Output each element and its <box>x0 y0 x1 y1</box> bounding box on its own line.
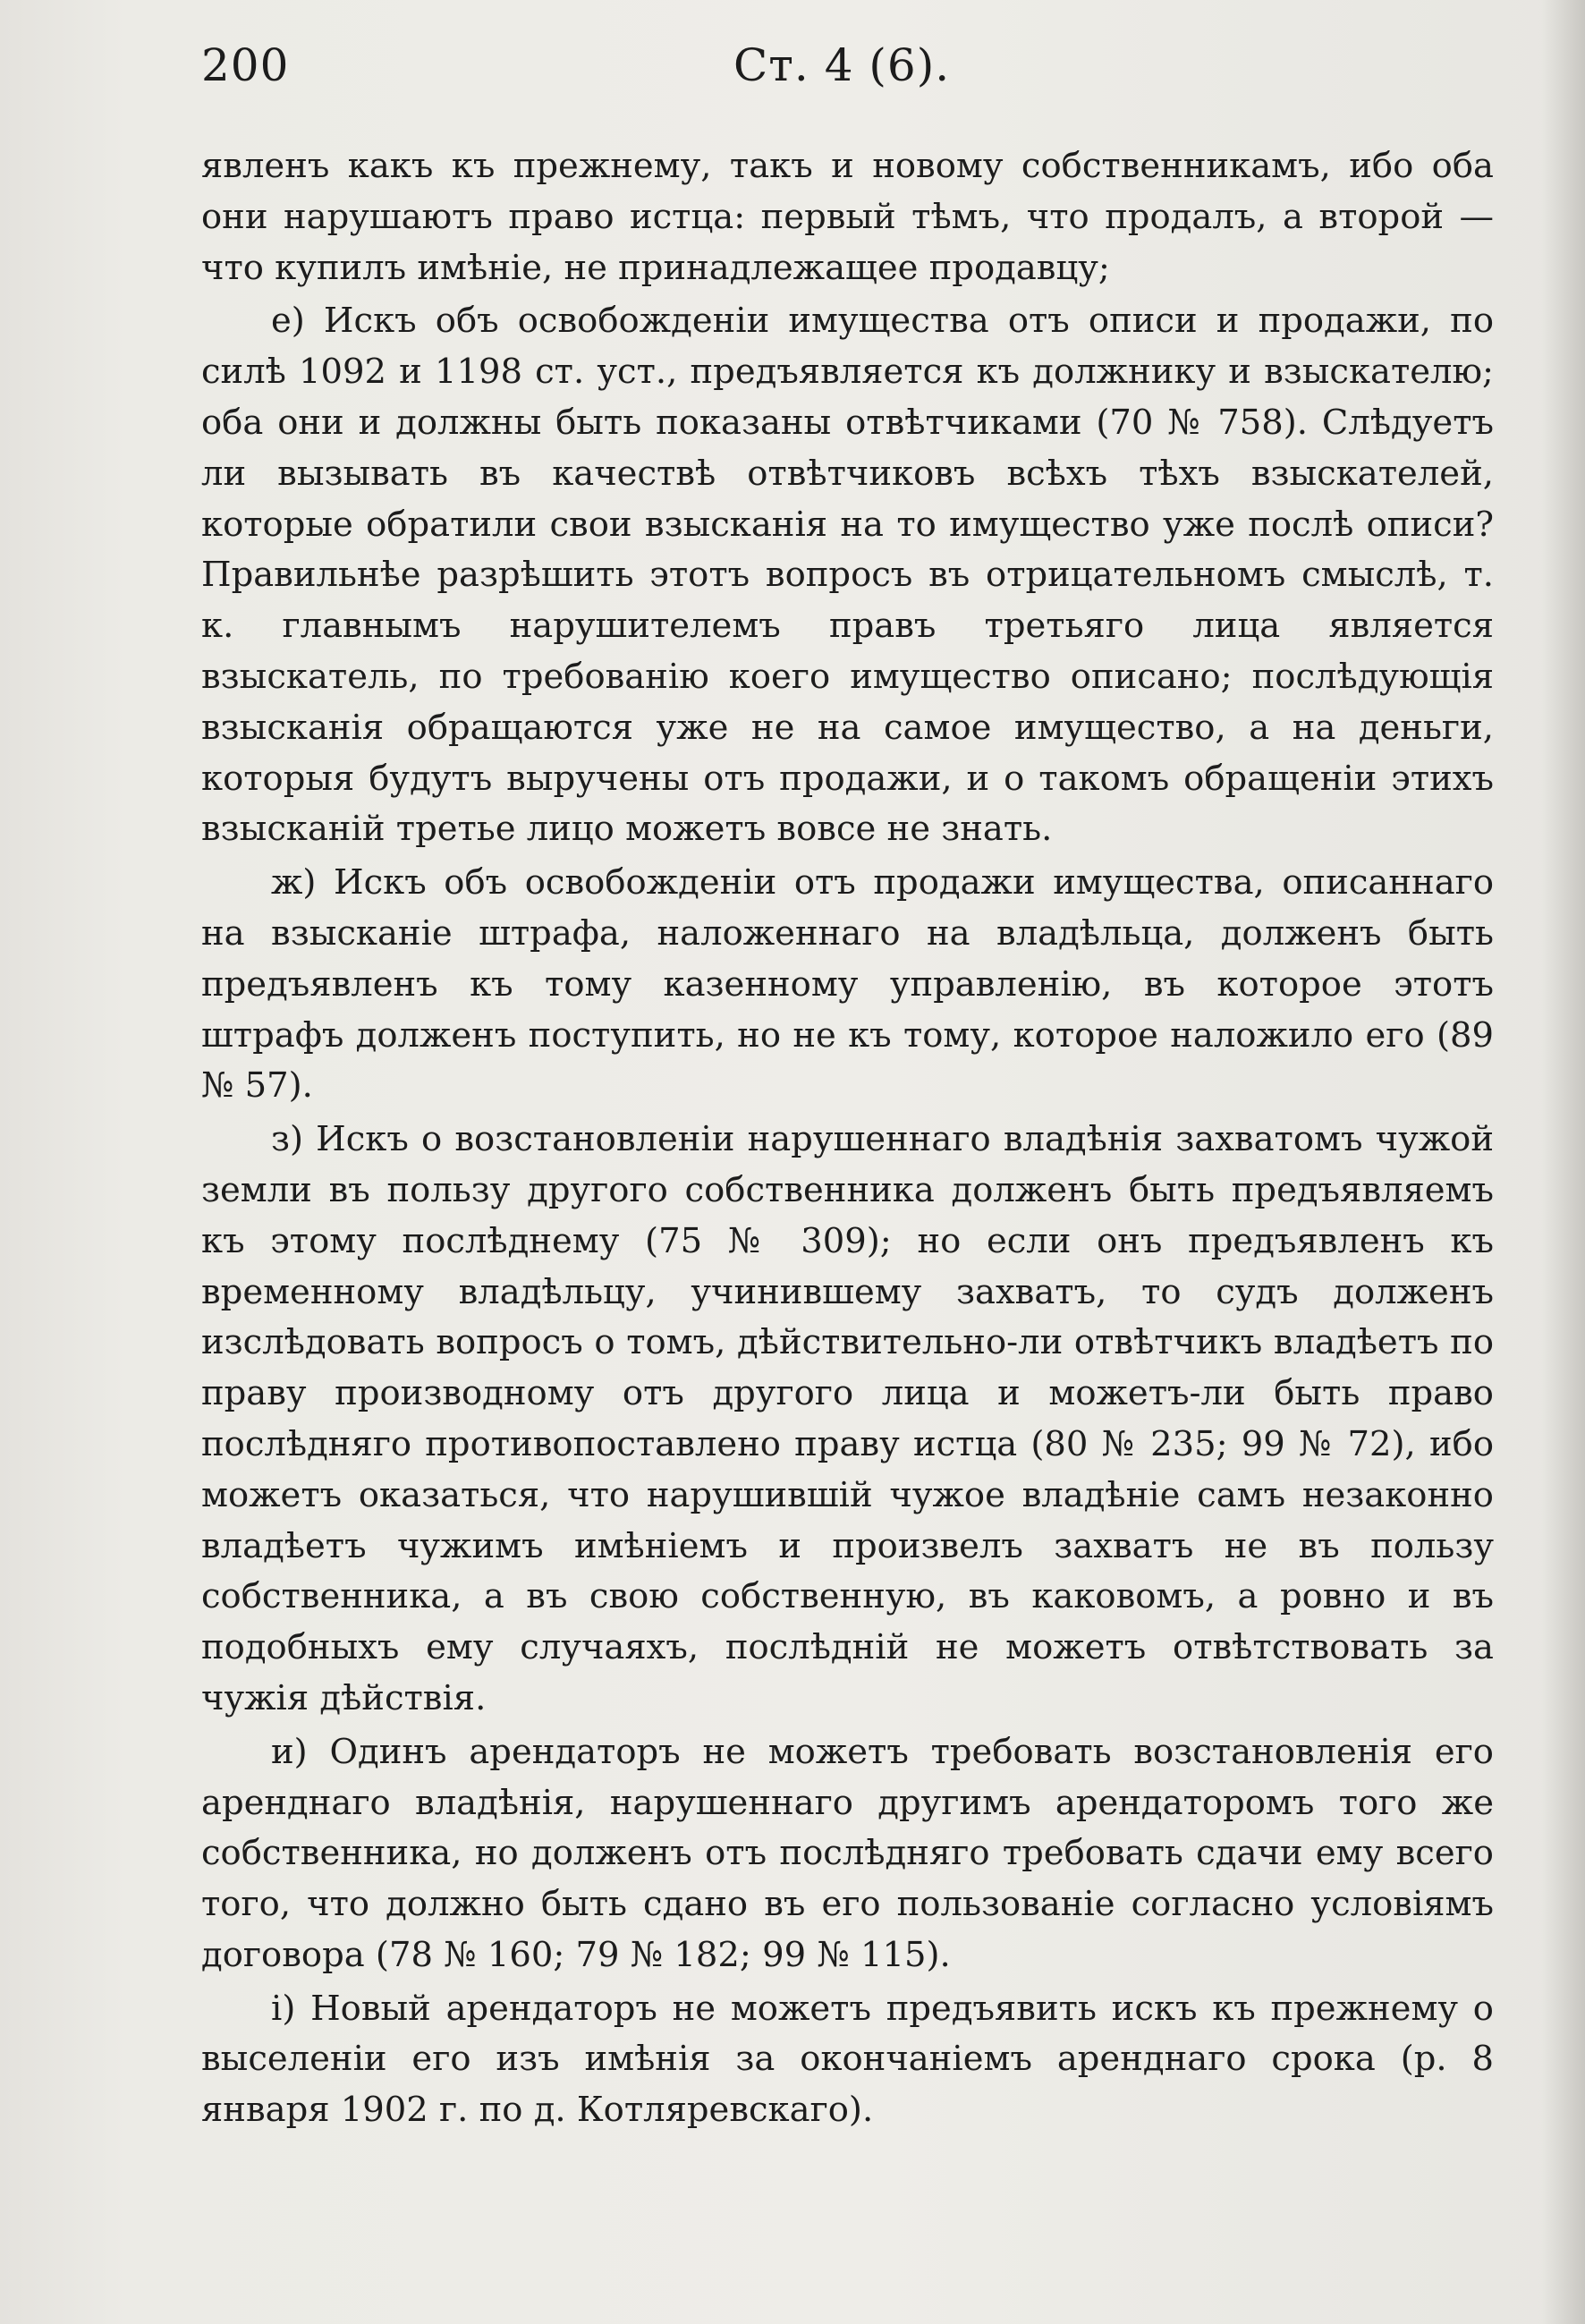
running-head: Ст. 4 (6). <box>733 39 951 91</box>
paragraph-continuation: явленъ какъ къ прежнему, такъ и новому собственникамъ, ибо оба они нарушаютъ право истца: первый тѣмъ, что продалъ, а второй — что купилъ имѣніе, не принадлежащее продавцу; <box>201 146 1494 288</box>
body-text <box>201 141 1494 2139</box>
paragraph-e: е) Искъ объ освобожденіи имущества отъ описи и продажи, по силѣ 1092 и 1198 ст. уст., предъявляется къ должнику и взыскателю; оба они и должны быть показаны отвѣтчиками (70 № 758). Слѣдуетъ ли вызывать въ качествѣ отвѣтчиковъ всѣхъ тѣхъ взыскателей, которые обратили свои взысканія на то имущество уже послѣ описи? Правильнѣе разрѣшить этотъ вопросъ въ отрицательномъ смыслѣ, т. к. главнымъ нарушителемъ правъ третьяго лица является взыскатель, по требованію коего имущество описано; послѣдующія взысканія обращаются уже не на самое имущество, а на деньги, которыя будутъ выручены отъ продажи, и о такомъ обращеніи этихъ взысканій третье лицо можетъ вовсе не знать. <box>201 301 1494 850</box>
page-edge-shadow <box>1542 0 1585 2324</box>
page-header <box>201 39 1498 102</box>
page-number: 200 <box>201 39 290 91</box>
paragraph-i-decimal: і) Новый арендаторъ не можетъ предъявить искъ къ прежнему о выселеніи его изъ имѣнія за окончаніемъ аренднаго срока (р. 8 января 1902 г. по д. Котляревскаго). <box>201 1988 1494 2131</box>
paragraph-i: и) Одинъ арендаторъ не можетъ требовать возстановленія его аренднаго владѣнія, нарушеннаго другимъ арендаторомъ того же собственника, но долженъ отъ послѣдняго требовать сдачи ему всего того, что должно быть сдано въ его пользованіе согласно условіямъ договора (78 № 160; 79 № 182; 99 № 115). <box>201 1731 1494 1975</box>
paragraph-z: з) Искъ о возстановленіи нарушеннаго владѣнія захватомъ чужой земли въ пользу другого собственника долженъ быть предъявляемъ къ этому послѣднему (75 № 309); но если онъ предъявленъ къ временному владѣльцу, учинившему захватъ, то судъ долженъ изслѣдовать вопросъ о томъ, дѣйствительно-ли отвѣтчикъ владѣетъ по праву производному отъ другого лица и можетъ-ли быть право послѣдняго противопоставлено праву истца (80 № 235; 99 № 72), ибо можетъ оказаться, что нарушившій чужое владѣніе самъ незаконно владѣетъ чужимъ имѣніемъ и произвелъ захватъ не въ пользу собственника, а въ свою собственную, въ каковомъ, а ровно и въ подобныхъ ему случаяхъ, послѣдній не можетъ отвѣтствовать за чужія дѣйствія. <box>201 1119 1494 1718</box>
paragraph-zh: ж) Искъ объ освобожденіи отъ продажи имущества, описаннаго на взысканіе штрафа, наложеннаго на владѣльца, долженъ быть предъявленъ къ тому казенному управленію, въ которое этотъ штрафъ долженъ поступить, но не къ тому, которое наложило его (89 № 57). <box>201 862 1494 1107</box>
